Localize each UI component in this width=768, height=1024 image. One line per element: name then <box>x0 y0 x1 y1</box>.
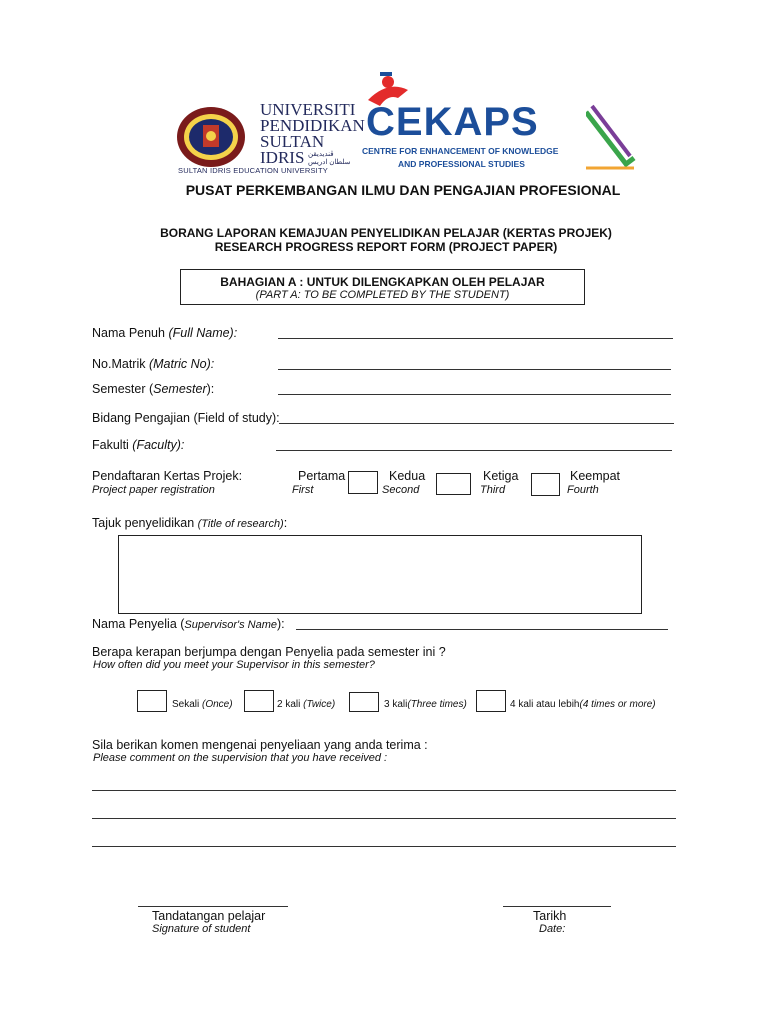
full-name-label: Nama Penuh (Full Name): <box>92 326 238 340</box>
student-signature-label-en: Signature of student <box>152 923 251 935</box>
form-title-en: RESEARCH PROGRESS REPORT FORM (PROJECT PAPER) <box>214 240 558 254</box>
meeting-once-label: Sekali (Once) <box>172 699 233 710</box>
upsi-english-name: SULTAN IDRIS EDUCATION UNIVERSITY <box>178 166 328 175</box>
registration-second-label-en: Second <box>382 484 420 496</box>
comment-line-1[interactable] <box>92 790 676 791</box>
comments-label-en: Please comment on the supervision that you have received : <box>93 752 388 764</box>
faculty-label: Fakulti (Faculty): <box>92 438 185 452</box>
registration-first-label: Pertama <box>298 469 346 483</box>
matric-field[interactable] <box>278 369 671 370</box>
upsi-logo <box>176 100 365 175</box>
part-a-subtitle: (PART A: TO BE COMPLETED BY THE STUDENT) <box>255 289 510 301</box>
research-title-label: Tajuk penyelidikan (Title of research): <box>92 516 288 530</box>
registration-third-checkbox[interactable] <box>531 473 560 496</box>
meeting-three-checkbox[interactable] <box>349 692 379 712</box>
registration-fourth-label-en: Fourth <box>567 484 599 496</box>
meeting-question-en: How often did you meet your Supervisor in this semester? <box>93 659 375 671</box>
comments-label: Sila berikan komen mengenai penyeliaan yang anda terima : <box>92 738 428 752</box>
registration-label: Pendaftaran Kertas Projek: <box>92 469 243 483</box>
cekaps-subtitle-1: CENTRE FOR ENHANCEMENT OF KNOWLEDGE <box>362 146 559 156</box>
comment-line-2[interactable] <box>92 818 676 819</box>
field-of-study-field[interactable] <box>279 423 674 424</box>
form-title-ms: BORANG LAPORAN KEMAJUAN PENYELIDIKAN PELAJAR (KERTAS PROJEK) <box>160 226 612 240</box>
registration-second-label: Kedua <box>389 469 426 483</box>
meeting-three-label: 3 kali(Three times) <box>384 699 467 710</box>
upsi-name: UNIVERSITI PENDIDIKAN SULTAN IDRIS <box>260 100 365 167</box>
student-signature-label: Tandatangan pelajar <box>152 909 266 923</box>
registration-first-label-en: First <box>292 484 314 496</box>
upsi-jawi: ڤنديديقن سلطان ادريس <box>308 151 351 166</box>
registration-fourth-label: Keempat <box>570 469 621 483</box>
meeting-four-checkbox[interactable] <box>476 690 506 712</box>
date-label: Tarikh <box>533 909 567 923</box>
meeting-twice-checkbox[interactable] <box>244 690 274 712</box>
field-of-study-label: Bidang Pengajian (Field of study): <box>92 411 280 425</box>
matric-label: No.Matrik (Matric No): <box>92 357 215 371</box>
semester-label: Semester (Semester): <box>92 382 215 396</box>
semester-field[interactable] <box>278 394 671 395</box>
cekaps-title: CEKAPS <box>366 100 539 144</box>
meeting-twice-label: 2 kali (Twice) <box>277 699 336 710</box>
cekaps-logo <box>358 70 638 174</box>
research-title-box[interactable] <box>118 535 642 614</box>
date-line[interactable] <box>503 906 611 907</box>
registration-label-en: Project paper registration <box>92 484 215 496</box>
full-name-field[interactable] <box>278 338 673 339</box>
cekaps-subtitle-2: AND PROFESSIONAL STUDIES <box>398 159 525 169</box>
supervisor-field[interactable] <box>296 629 668 630</box>
meeting-once-checkbox[interactable] <box>137 690 167 712</box>
date-label-en: Date: <box>539 923 566 935</box>
cekaps-book-icon <box>586 102 636 172</box>
supervisor-label: Nama Penyelia (Supervisor's Name): <box>92 617 285 631</box>
upsi-crest-icon <box>176 106 246 168</box>
meeting-four-label: 4 kali atau lebih(4 times or more) <box>510 699 656 710</box>
registration-first-checkbox[interactable] <box>348 471 378 494</box>
comment-line-3[interactable] <box>92 846 676 847</box>
registration-second-checkbox[interactable] <box>436 473 471 495</box>
part-a-box <box>180 269 585 305</box>
part-a-title: BAHAGIAN A : UNTUK DILENGKAPKAN OLEH PELAJAR <box>220 275 545 289</box>
registration-third-label: Ketiga <box>483 469 519 483</box>
faculty-field[interactable] <box>276 450 672 451</box>
meeting-question: Berapa kerapan berjumpa dengan Penyelia pada semester ini ? <box>92 645 446 659</box>
registration-third-label-en: Third <box>480 484 506 496</box>
student-signature-line[interactable] <box>138 906 288 907</box>
center-name: PUSAT PERKEMBANGAN ILMU DAN PENGAJIAN PROFESIONAL <box>185 182 621 198</box>
